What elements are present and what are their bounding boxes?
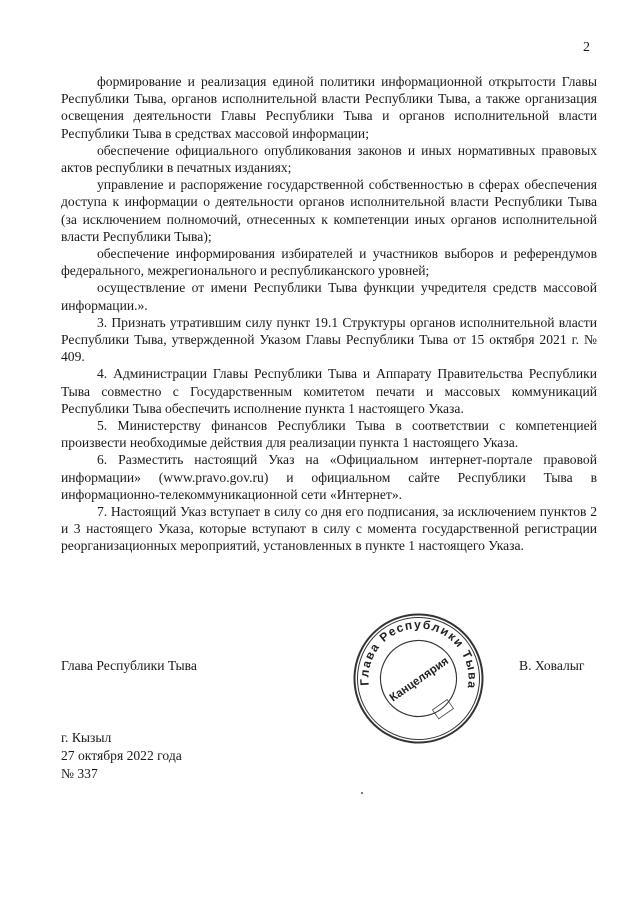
paragraph: обеспечение официального опубликования законов и иных нормативных правовых актов республики в печатных изданиях; bbox=[61, 142, 597, 176]
page-number: 2 bbox=[583, 40, 590, 55]
document-meta bbox=[61, 729, 182, 783]
place: г. Кызыл bbox=[61, 730, 112, 745]
signature-name: В. Ховалыг bbox=[519, 658, 585, 673]
paragraph: 7. Настоящий Указ вступает в силу со дня его подписания, за исключением пунктов 2 и 3 настоящего Указа, которые вступают в силу с момента государственной регистрации реорганизационных мероприятий, установленных в пункте 1 настоящего Указа. bbox=[61, 504, 597, 554]
paragraph: 3. Признать утратившим силу пункт 19.1 Структуры органов исполнительной власти Республики Тыва, утвержденной Указом Главы Республики Тыва от 15 октября 2021 г. № 409. bbox=[61, 314, 597, 365]
paragraph: обеспечение информирования избирателей и участников выборов и референдумов федерального, межрегионального и республиканского уровней; bbox=[61, 246, 597, 279]
stamp-center-text: Канцелярия bbox=[387, 655, 451, 705]
paragraph: формирование и реализация единой политики информационной открытости Главы Республики Тыва, органов исполнительной власти Республики Тыва, а также организация освещения деятельности Главы Республики Тыва и органов исполнительной власти Республики Тыва в средствах массовой информации; bbox=[61, 74, 597, 141]
stamp-ring-text: Глава Республики Тыва bbox=[357, 617, 480, 691]
paragraph: осуществление от имени Республики Тыва функции учредителя средств массовой информации.». bbox=[61, 280, 597, 313]
svg-text:Глава Республики Тыва bbox=[351, 611, 485, 720]
paragraph: 5. Министерству финансов Республики Тыва в соответствии с компетенцией произвести необходимые действия для реализации пункта 1 настоящего Указа. bbox=[61, 418, 597, 451]
document-body bbox=[61, 73, 597, 555]
office-stamp bbox=[351, 611, 486, 746]
date: 27 октября 2022 года bbox=[61, 748, 182, 763]
paragraph: 6. Разместить настоящий Указ на «Официальном интернет-портале правовой информации» (www.pravo.gov.ru) и официальном сайте Республики Тыва в информационно-телекоммуникационной сети «Интернет». bbox=[61, 452, 597, 502]
scan-speck bbox=[361, 792, 363, 794]
signature-position: Глава Республики Тыва bbox=[61, 658, 197, 673]
document-number: № 337 bbox=[61, 766, 98, 781]
paragraph: 4. Администрации Главы Республики Тыва и Аппарату Правительства Республики Тыва совместно с Государственным комитетом печати и массовых коммуникаций Республики Тыва обеспечить исполнение пункта 1 настоящего Указа. bbox=[61, 366, 597, 416]
paragraph: управление и распоряжение государственной собственностью в сферах обеспечения доступа к информации о деятельности органов исполнительной власти Республики Тыва (за исключением полномочий, отнесенных к компетенции иных органов исполнительной власти Республики Тыва); bbox=[61, 177, 597, 244]
